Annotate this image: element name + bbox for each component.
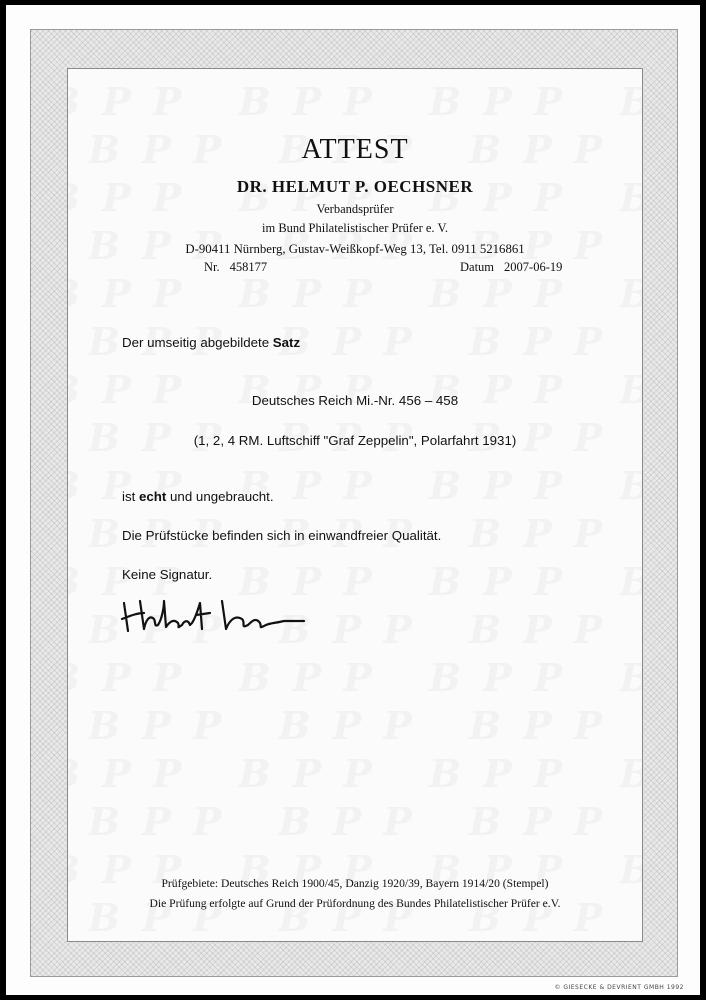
handwritten-signature xyxy=(118,589,308,639)
certificate-sheet xyxy=(6,5,700,995)
subject-bold: Satz xyxy=(272,335,301,350)
printer-imprint: © GIESECKE & DEVRIENT GMBH 1992 xyxy=(554,984,684,991)
subject-sentence xyxy=(122,335,300,350)
certificate-number-label: Nr. xyxy=(204,260,220,274)
subject-prefix: Der umseitig abgebildete xyxy=(122,335,273,350)
certificate-number xyxy=(204,260,267,275)
certificate-number-value: 458177 xyxy=(229,260,268,274)
attest-title: ATTEST xyxy=(301,134,409,165)
examiner-address: D-90411 Nürnberg, Gustav-Weißkopf-Weg 13, Tel. 0911 5216861 xyxy=(185,242,525,256)
certificate-content xyxy=(68,69,642,941)
examiner-association: im Bund Philatelistischer Prüfer e. V. xyxy=(262,221,448,235)
verdict-sentence xyxy=(122,489,274,504)
signature-note: Keine Signatur. xyxy=(122,567,213,582)
certificate-date-value: 2007-06-19 xyxy=(504,260,563,274)
stamp-description: (1, 2, 4 RM. Luftschiff "Graf Zeppelin", Polarfahrt 1931) xyxy=(193,433,517,448)
quality-sentence: Die Prüfstücke befinden sich in einwandfreier Qualität. xyxy=(122,528,442,543)
verdict-bold: echt xyxy=(139,489,167,504)
verdict-prefix: ist xyxy=(122,489,139,504)
examination-areas: Prüfgebiete: Deutsches Reich 1900/45, Danzig 1920/39, Bayern 1914/20 (Stempel) xyxy=(161,877,549,890)
certificate-panel xyxy=(67,68,643,942)
catalog-reference: Deutsches Reich Mi.-Nr. 456 – 458 xyxy=(251,393,459,408)
guilloche-border xyxy=(30,29,678,977)
certificate-date-label: Datum xyxy=(460,260,495,274)
examiner-role: Verbandsprüfer xyxy=(316,202,394,216)
verdict-suffix: und ungebraucht. xyxy=(166,489,274,504)
certificate-date xyxy=(460,260,562,275)
examiner-name: DR. HELMUT P. OECHSNER xyxy=(236,177,474,196)
examination-regulation: Die Prüfung erfolgte auf Grund der Prüfordnung des Bundes Philatelistischer Prüfer e.V. xyxy=(149,897,561,910)
